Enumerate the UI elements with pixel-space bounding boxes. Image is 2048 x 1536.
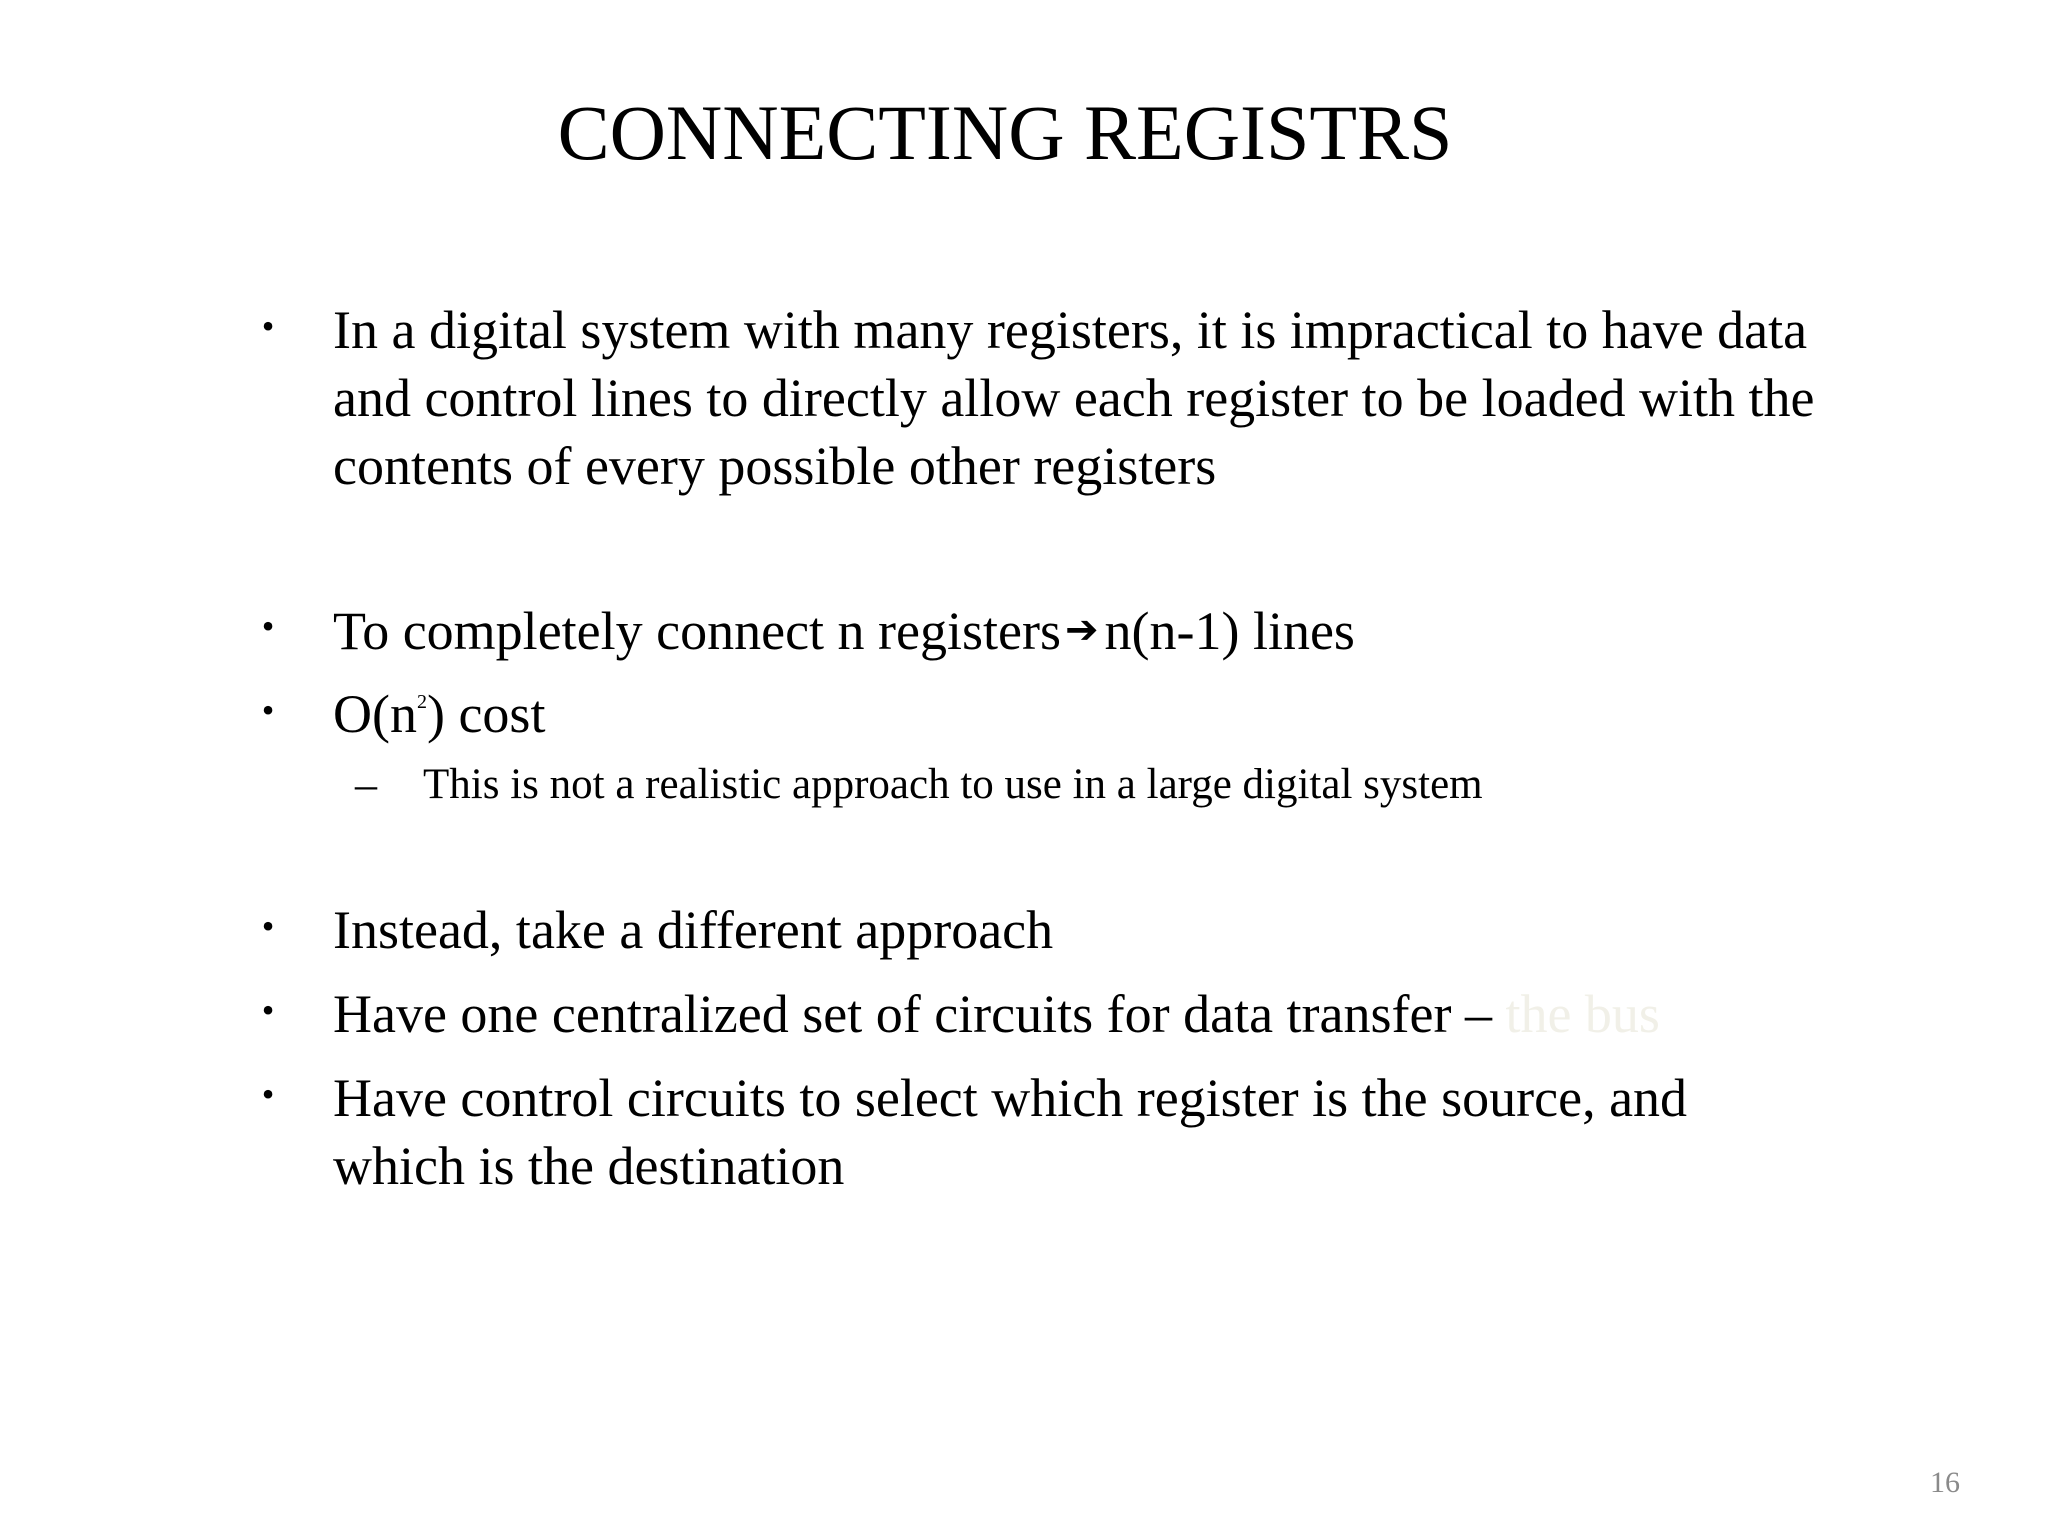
bullet-text-after: n(n-1) lines xyxy=(1104,601,1355,661)
faded-text: the bus xyxy=(1505,984,1660,1044)
bullet-text: Instead, take a different approach xyxy=(333,900,1054,960)
bullet-text xyxy=(333,596,1933,665)
slide-title: CONNECTING REGISTRS xyxy=(557,89,1453,176)
bullet-line: contents of every possible other registers xyxy=(333,436,1217,496)
bullet-marker: • xyxy=(261,990,275,1030)
page-number: 16 xyxy=(1930,1466,1960,1499)
bullet-marker: • xyxy=(261,906,275,946)
bullet-marker: • xyxy=(261,1074,275,1114)
bullet-marker: • xyxy=(261,306,275,346)
bullet-text-before: To completely connect n registers xyxy=(333,601,1061,661)
bullet-text-before: O(n xyxy=(333,684,417,744)
bullet-text-after: ) cost xyxy=(426,684,546,744)
right-arrow-icon: ➔ xyxy=(1064,607,1099,653)
bullet-text xyxy=(333,1064,1933,1200)
bullet-text-before: Have one centralized set of circuits for data transfer – xyxy=(333,984,1492,1044)
bullet-line: and control lines to directly allow each register to be loaded with the xyxy=(333,368,1815,428)
bullet-line: Have control circuits to select which register is the source, and xyxy=(333,1068,1688,1128)
superscript: 2 xyxy=(416,691,427,713)
bullet-marker: • xyxy=(261,690,275,730)
bullet-text xyxy=(333,680,1933,748)
bullet-line: which is the destination xyxy=(333,1136,845,1196)
bullet-marker: • xyxy=(261,606,275,646)
bullet-line: In a digital system with many registers, it is impractical to have data xyxy=(333,300,1808,360)
bullet-text xyxy=(333,980,1933,1048)
sub-bullet-text: This is not a realistic approach to use in a large digital system xyxy=(423,761,1483,808)
dash-marker: – xyxy=(355,760,377,809)
bullet-text xyxy=(333,296,1933,500)
